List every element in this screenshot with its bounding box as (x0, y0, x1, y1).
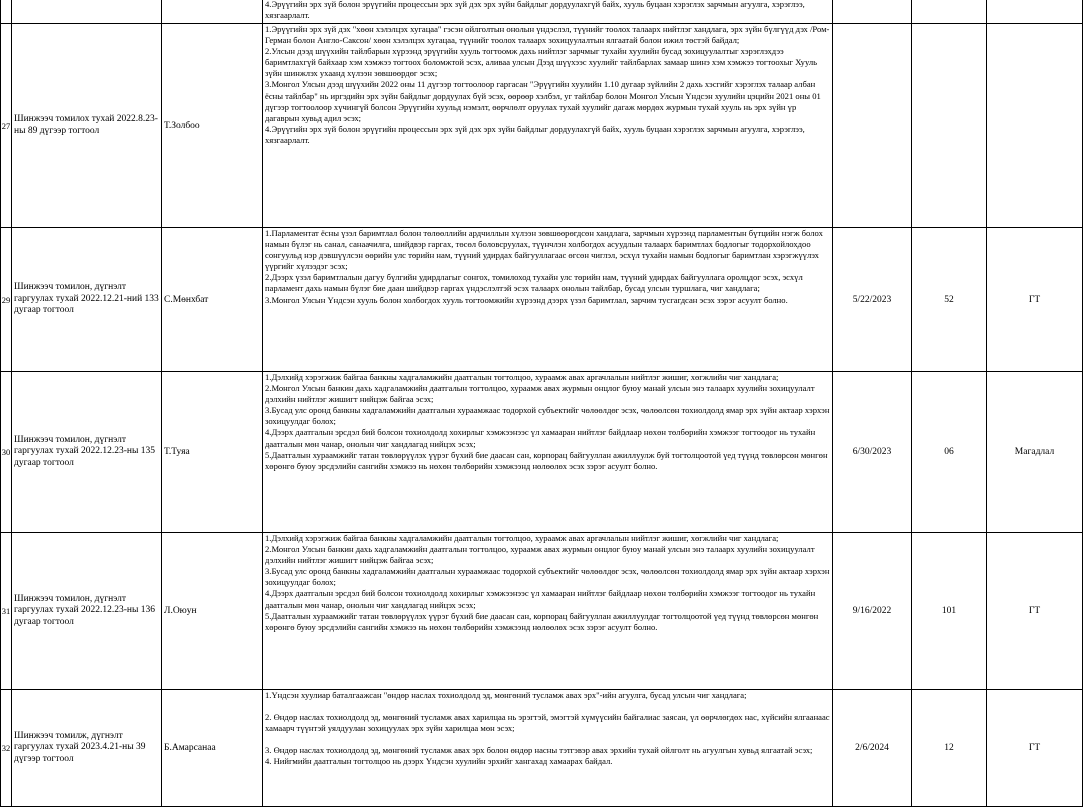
table-row (1, 24, 1083, 228)
question-item: 1.Үндсэн хуулиар баталгаажсан "өндөр наслах тохиолдолд эд, мөнгөний тусламж авах эрх"-ийн агуулга, бусад улсын чиг хандлага; (265, 690, 747, 700)
question-item: 2.Монгол Улсын банкин дахь хадгаламжийн даатгалын тогтолцоо, хураамж авах журмын онцлог буюу манай улсын энэ талаарх хуулийн зохицуулалт дэлхийн нийтлэг жишигт нийцэж байгаа эсэх; (265, 544, 815, 566)
row-number (1, 0, 12, 24)
row-number: 29 (1, 228, 12, 372)
resolution-title: Шинжээч томилох тухай 2022.8.23-ны 89 дүгээр тогтоол (12, 24, 162, 228)
decision-number: 101 (912, 533, 987, 690)
question-item: 4. Нийгмийн даатгалын тогтолцоо нь дээрх Үндсэн хуулийн эрхийг хангахад хамаарах байдал. (265, 756, 613, 767)
expert-name: Т.Золбоо (162, 24, 263, 228)
decision-number: 06 (912, 372, 987, 533)
question-item: 1.Парламентат ёсны үзэл баримтлал болон төлөөллийн ардчиллын хүлээн зөвшөөрөгдсөн хандлага, зарчмын хүрээнд парламентын бүтцийн нэгж болох намын бүлэг нь санал, санаачилга, шийдвэр гаргах, төсөл боловсруулах, түүнчлэн холбогдох асуудлын талаарх баримтлах бодлогыг тодорхойлохдоо сонгуульд нэр дэвшүүлсэн өөрийн улс төрийн нам, түүний удирдах байгууллагаас өгсөн чиглэл, эсхүл тухайн намын бодлогыг баримтлан хэрэгжүүлэх үүргийг хүлээдэг эсэх; (265, 228, 823, 272)
question-item: 3.Монгол Улсын Үндсэн хууль болон холбогдох хууль тогтоомжийн хүрээнд дээрх үзэл баримтлал, зарчим тусгагдсан эсэх зэрэг асуулт болно. (265, 294, 788, 305)
decision-date (833, 0, 912, 24)
decision-number (912, 24, 987, 228)
question-item: 2.Монгол Улсын банкин дахь хадгаламжийн даатгалын тогтолцоо, хураамж авах журмын онцлог буюу манай улсын энэ талаарх хуулийн зохицуулалт дэлхийн нийтлэг жишигт нийцэж байгаа эсэх; (265, 383, 815, 405)
table-row (1, 228, 1083, 372)
resolution-title (12, 0, 162, 24)
question-list (263, 372, 833, 533)
decision-date: 5/22/2023 (833, 228, 912, 372)
decision-type: ГТ (987, 533, 1083, 690)
expert-name (162, 0, 263, 24)
row-number: 27 (1, 24, 12, 228)
question-list (263, 0, 833, 24)
table-row (1, 0, 1083, 24)
decision-type (987, 0, 1083, 24)
question-item: 1.Дэлхийд хэрэгжиж байгаа банкны хадгаламжийн даатгалын тогтолцоо, хураамж авах аргачлалын нийтлэг жишиг, хөгжлийн чиг хандлага; (265, 533, 779, 543)
question-list (263, 690, 833, 807)
decision-number: 52 (912, 228, 987, 372)
decision-date: 9/16/2022 (833, 533, 912, 690)
decision-type (987, 24, 1083, 228)
question-list (263, 533, 833, 690)
question-item: 2.Дээрх үзэл баримтлалын дагуу бүлгийн удирдлагыг сонгох, томилоход тухайн улс төрийн нам, түүний удирдах байгууллага оролцдог эсэх, эсхүл парламент дахь намын бүлэг бие даан шийдвэр гаргах үндэслэлтэй эсэх талаарх онолын тайлбар, бусад улсын туршлага, чиг хандлага; (265, 272, 803, 294)
question-item: 5.Даатгалын хураамжийг татан төвлөрүүлэх үүрэг бүхий бие даасан сан, корпорац байгууллан ажиллуулдаг тогтолцоотой үед түүнд төвлөрсөн мөнгөн хөрөнгө буюу эрсдэлийн сангийн хэмжээ нь нөхөн төлбөрийн хэмжээнд нөлөөлөх эсэх зэрэг асуулт болно. (265, 610, 819, 632)
expert-name: Б.Амарсанаа (162, 690, 263, 807)
decision-number: 12 (912, 690, 987, 807)
question-item: 2.Улсын дээд шүүхийн тайлбарын хүрээнд эрүүгийн хууль тогтоомж дахь нийтлэг зарчмыг тухайн хуулийн бусад зохицуулалтыг хэрэглэхдээ баримтлахгүй байхаар хэм хэмжээ тогтоох боломжтой эсэх, аливаа улсын Дээд шүүхээс хуулийг тайлбарлах замаар шинэ хэм хэмжээ тогтоохыг Хууль зүйн шинжлэх ухаанд хүлээн зөвшөөрдөг эсэх; (265, 46, 818, 79)
question-item: 2. Өндөр наслах тохиолдолд эд, мөнгөний тусламж авах харилцаа нь эрэгтэй, эмэгтэй хүмүүсийн байгалиас заясан, үл өөрчлөгдөх нас, хүйсийн ялгаанаас хамаарч түүнтэй уялдуулан зохицуулах эрх зүйн харилцаа мөн эсэх; (265, 712, 830, 734)
table-row (1, 690, 1083, 807)
table-row (1, 533, 1083, 690)
question-list (263, 24, 833, 228)
question-item: 4.Эрүүгийн эрх зүй болон эрүүгийн процессын эрх зүй дэх эрх зүйн байдлыг дордуулахгүй байх, хууль буцаан хэрэглэх зарчмын агуулга, хэрэглээ, хязгаарлалт. (265, 0, 805, 21)
row-number: 30 (1, 372, 12, 533)
question-list (263, 228, 833, 372)
decision-type: ГТ (987, 228, 1083, 372)
decision-date: 2/6/2024 (833, 690, 912, 807)
resolution-title: Шинжээч томилж, дүгнэлт гаргуулах тухай 2023.4.21-ны 39 дүгээр тогтоол (12, 690, 162, 807)
decision-date: 6/30/2023 (833, 372, 912, 533)
expert-name: Л.Оюун (162, 533, 263, 690)
decision-date (833, 24, 912, 228)
resolution-title: Шинжээч томилон, дүгнэлт гаргуулах тухай 2022.12.23-ны 135 дугаар тогтоол (12, 372, 162, 533)
resolution-title: Шинжээч томилон, дүгнэлт гаргуулах тухай 2022.12.23-ны 136 дугаар тогтоол (12, 533, 162, 690)
expert-name: С.Мөнхбат (162, 228, 263, 372)
decision-type: Магадлал (987, 372, 1083, 533)
question-item: 1.Эрүүгийн эрх зүй дэх "хөөн хэлэлцэх хугацаа" гэсэн ойлголтын онолын үндэслэл, түүнийг тоолох талаарх нийтлэг хандлага, эрх зүйн бүлгүүд дэх /Ром-Герман болон Англо-Саксон/ хөөн хэлэлцэх хугацаа, түүнийг тоолох талаарх зохицуулалтын ялгаатай болон ижил төстэй байдал; (265, 24, 830, 46)
question-item: 4.Дээрх даатгалын эрсдэл бий болсон тохиолдолд хохирлыг хэмжээнээс үл хамааран нийтлэг байдлаар нөхөн төлбөрийн хэмжээг тогтоодог нь тухайн даатгалын мөн чанар, онолын чиг хандлагад нийцэх эсэх; (265, 427, 816, 449)
decision-type: ГТ (987, 690, 1083, 807)
question-item: 3.Монгол Улсын дээд шүүхийн 2022 оны 11 дүгээр тогтоолоор гаргасан "Эрүүгийн хуулийн 1.10 дугаар зүйлийн 2 дахь хэсгийг хэрэглэх талаар албан ёсны тайлбар" нь иргэдийн эрх зүйн байдлыг дордуулах бүй эсэх, өөрөөр хэлбэл, уг тайлбар болон Монгол Улсын Үндсэн хуулийн цэцийн 2021 оны 01 дүгээр тогтоолоор хүчингүй болсон Эрүүгийн хуульд нэмэлт, өөрчлөлт оруулах тухай хуулийг дагаж мөрдөх журмын тухай хууль нь эрх зүйн үр дагаврын хувьд адил эсэх; (265, 79, 821, 123)
row-number: 31 (1, 533, 12, 690)
question-item: 4.Дээрх даатгалын эрсдэл бий болсон тохиолдолд хохирлыг хэмжээнээс үл хамааран нийтлэг байдлаар нөхөн төлбөрийн хэмжээг тогтоодог нь тухайн даатгалын мөн чанар, онолын чиг хандлагад нийцэх эсэх; (265, 588, 816, 610)
row-number: 32 (1, 690, 12, 807)
resolution-title: Шинжээч томилон, дүгнэлт гаргуулах тухай 2022.12.21-ний 133 дугаар тогтоол (12, 228, 162, 372)
decision-number (912, 0, 987, 24)
question-item: 5.Даатгалын хураамжийг татан төвлөрүүлэх үүрэг бүхий бие даасан сан, корпорац байгууллан ажиллуулж буй тогтолцоотой үед түүнд төвлөрсөн мөнгөн хөрөнгө буюу эрсдэлийн сангийн хэмжээ нь нөхөн төлбөрийн хэмжээнд нөлөөлөх эсэх зэрэг асуулт болно. (265, 449, 828, 471)
question-item: 3.Бусад улс оронд банкны хадгаламжийн даатгалын хураамжааc тодорхой субъектийг чөлөөлдөг эсэх, чөлөөлсөн тохиолдолд ямар эрх зүйн актаар хэрхэн зохицуулдаг болох; (265, 566, 830, 588)
expert-name: Т.Туяа (162, 372, 263, 533)
question-item: 3.Бусад улс оронд банкны хадгаламжийн даатгалын хураамжааc тодорхой субъектийг чөлөөлдөг эсэх, чөлөөлсөн тохиолдолд ямар эрх зүйн актаар хэрхэн зохицуулдаг болох; (265, 405, 830, 427)
table-row (1, 372, 1083, 533)
question-item: 4.Эрүүгийн эрх зүй болон эрүүгийн процессын эрх зүй дэх эрх зүйн байдлыг дордуулахгүй байх, хууль буцаан хэрэглэх зарчмын агуулга, хэрэглээ, хязгаарлалт. (265, 123, 805, 145)
question-item: 3. Өндөр наслах тохиолдолд эд, мөнгөний тусламж авах эрх болон өндөр насны тэтгэвэр авах эрхийн тухай ойлголт нь агуулгын хувьд ялгаатай эсэх; (265, 745, 813, 756)
question-item: 1.Дэлхийд хэрэгжиж байгаа банкны хадгаламжийн даатгалын тогтолцоо, хураамж авах аргачлалын нийтлэг жишиг, хөгжлийн чиг хандлага; (265, 372, 779, 382)
